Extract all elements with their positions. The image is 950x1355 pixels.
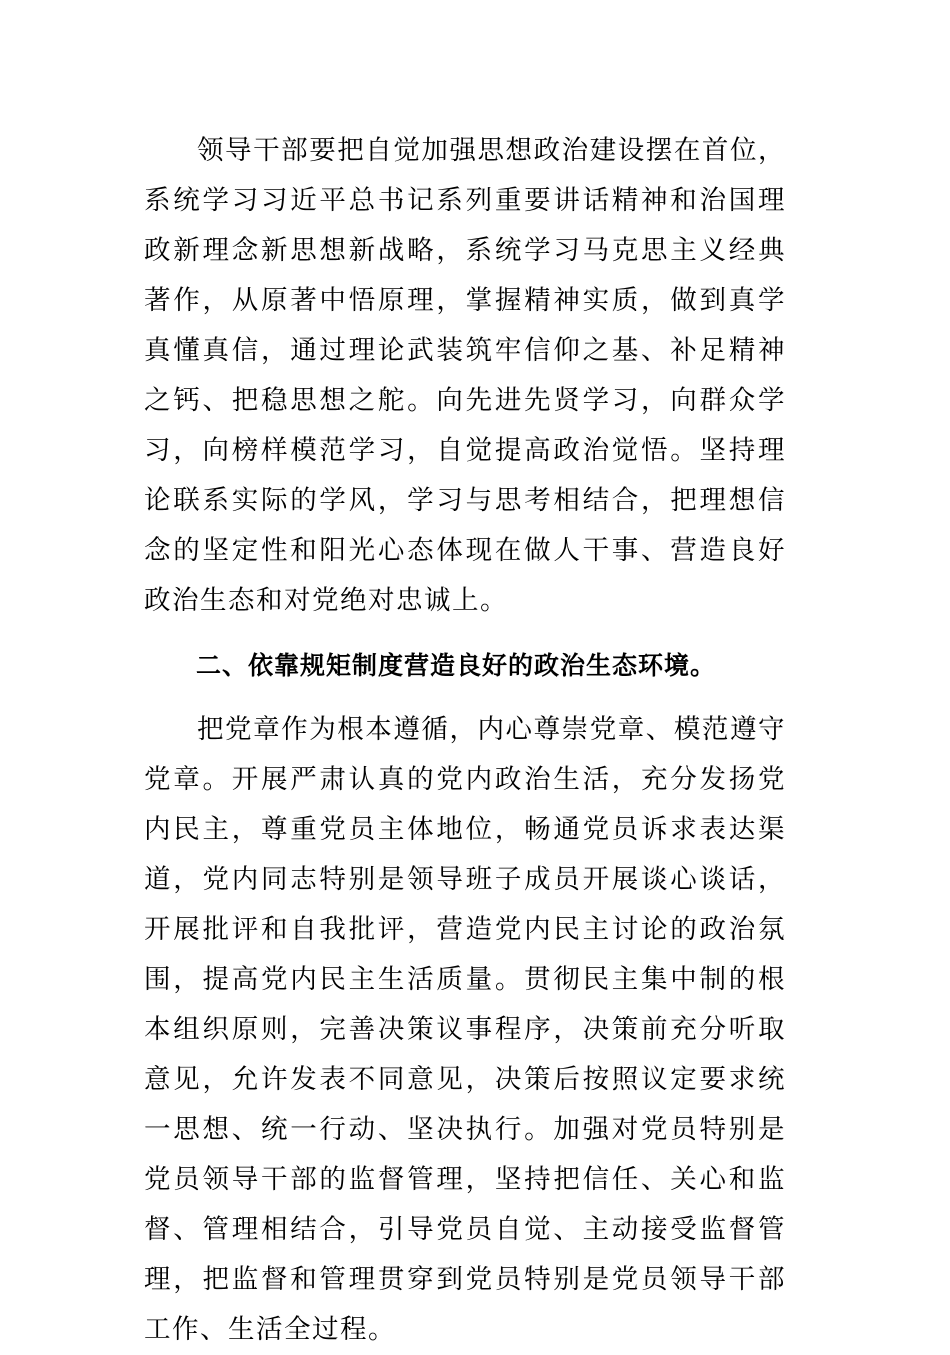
section-heading-political-ecology: 二、依靠规矩制度营造良好的政治生态环境。 [196,651,717,680]
paragraph-rules-and-systems: 把党章作为根本遵循，内心尊崇党章、模范遵守党章。开展严肃认真的党内政治生活，充分发扬党内民主，尊重党员主体地位，畅通党员诉求表达渠道，党内同志特别是领导班子成员开展谈心谈话，开展批评和自我批评，营造党内民主讨论的政治氛围，提高党内民主生活质量。贯彻民主集中制的根本组织原则，完善决策议事程序，决策前充分听取意见，允许发表不同意见，决策后按照议定要求统一思想、统一行动、坚决执行。加强对党员特别是党员领导干部的监督管理，坚持把信任、关心和监督、管理相结合，引导党员自觉、主动接受监督管理，把监督和管理贯穿到党员特别是党员领导干部工作、生活全过程。 [144,714,786,1345]
document-body [144,126,786,1355]
paragraph-ideological-building: 领导干部要把自觉加强思想政治建设摆在首位，系统学习习近平总书记系列重要讲话精神和治国理政新理念新思想新战略，系统学习马克思主义经典著作，从原著中悟原理，掌握精神实质，做到真学真懂真信，通过理论武装筑牢信仰之基、补足精神之钙、把稳思想之舵。向先进先贤学习，向群众学习，向榜样模范学习，自觉提高政治觉悟。坚持理论联系实际的学风，学习与思考相结合，把理想信念的坚定性和阳光心态体现在做人干事、营造良好政治生态和对党绝对忠诚上。 [144,135,786,616]
